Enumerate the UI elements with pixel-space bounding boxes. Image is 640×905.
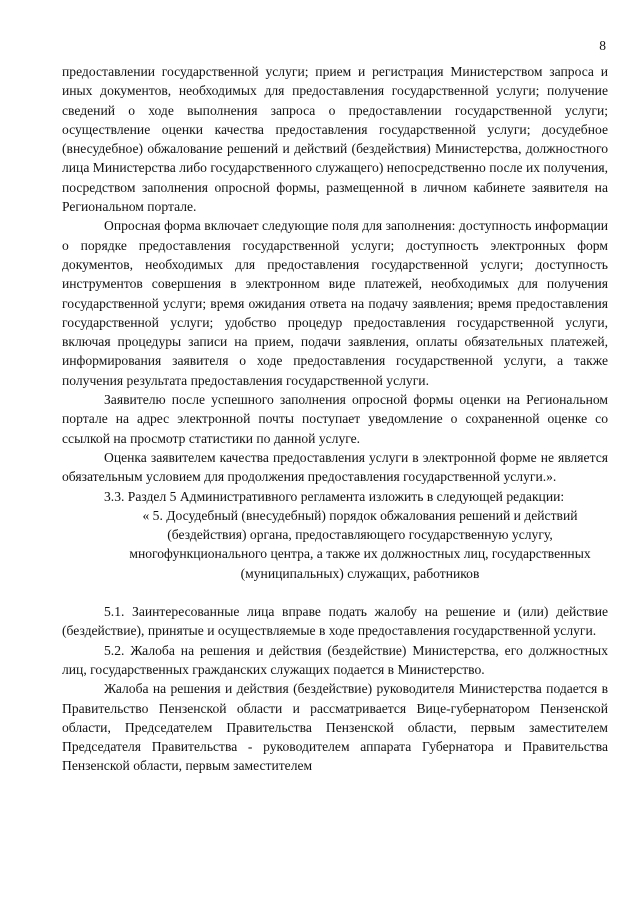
paragraph-survey-form: Опросная форма включает следующие поля для заполнения: доступность информации о порядке предоставления государственной услуги; доступность электронных форм документов, необходимых для предоставления государственной услуги; доступность инструментов совершения в электронном виде платежей, необходимых для получения государственной услуги; время ожидания ответа на подачу заявления; время предоставления государственной услуги; удобство процедур предоставления государственной услуги, включая процедуры записи на прием, подачи заявления, оплаты обязательных платежей, информирования заявителя о ходе предоставления государственной услуги, а также получения результата предоставления государственной услуги. xyxy=(62,218,608,388)
paragraph-5-2: 5.2. Жалоба на решения и действия (бездействие) Министерства, его должностных лиц, государственных гражданских служащих подается в Министерство. xyxy=(62,642,608,677)
document-body xyxy=(62,62,608,776)
paragraph-notification: Заявителю после успешного заполнения опросной формы оценки на Региональном портале на адрес электронной почты поступает уведомление о сохраненной оценке со ссылкой на просмотр статистики по данной услуге. xyxy=(62,392,608,446)
section-5-heading: « 5. Досудебный (внесудебный) порядок обжалования решений и действий (бездействия) органа, предоставляющего государственную услугу, многофункционального центра, а также их должностных лиц, государственных (муниципальных) служащих, работников xyxy=(129,507,591,581)
paragraph-quality-assessment: Оценка заявителем качества предоставления услуги в электронной форме не является обязательным условием для продолжения предоставления государственной услуги.». xyxy=(62,449,608,485)
paragraph-continuation: предоставлении государственной услуги; прием и регистрация Министерством запроса и иных документов, необходимых для предоставления государственной услуги; получение сведений о ходе выполнения запроса о предоставлении государственной услуги; осуществление оценки качества предоставления государственной услуги; досудебное (внесудебное) обжалование решений и действий (бездействия) Министерства, должностного лица Министерства либо государственного служащего) непосредственно после их получения, посредством заполнения опросной формы, размещенной в личном кабинете заявителя на Региональном портале. xyxy=(62,64,608,215)
page-number: 8 xyxy=(599,38,606,53)
spacer xyxy=(62,583,608,602)
paragraph-complaint-head: Жалоба на решения и действия (бездействие) руководителя Министерства подается в Правительство Пензенской области и рассматривается Вице-губернатором Пензенской области, Председателем Правительства Пензенской области, первым заместителем Председателя Правительства - руководителем аппарата Губернатора и Правительства Пензенской области, первым заместителем xyxy=(62,681,608,774)
paragraph-section-3-3: 3.3. Раздел 5 Административного регламента изложить в следующей редакции: xyxy=(104,488,565,504)
paragraph-5-1: 5.1. Заинтересованные лица вправе подать жалобу на решение и (или) действие (бездействие), принятые и осуществляемые в ходе предоставления государственной услуги. xyxy=(62,604,608,639)
